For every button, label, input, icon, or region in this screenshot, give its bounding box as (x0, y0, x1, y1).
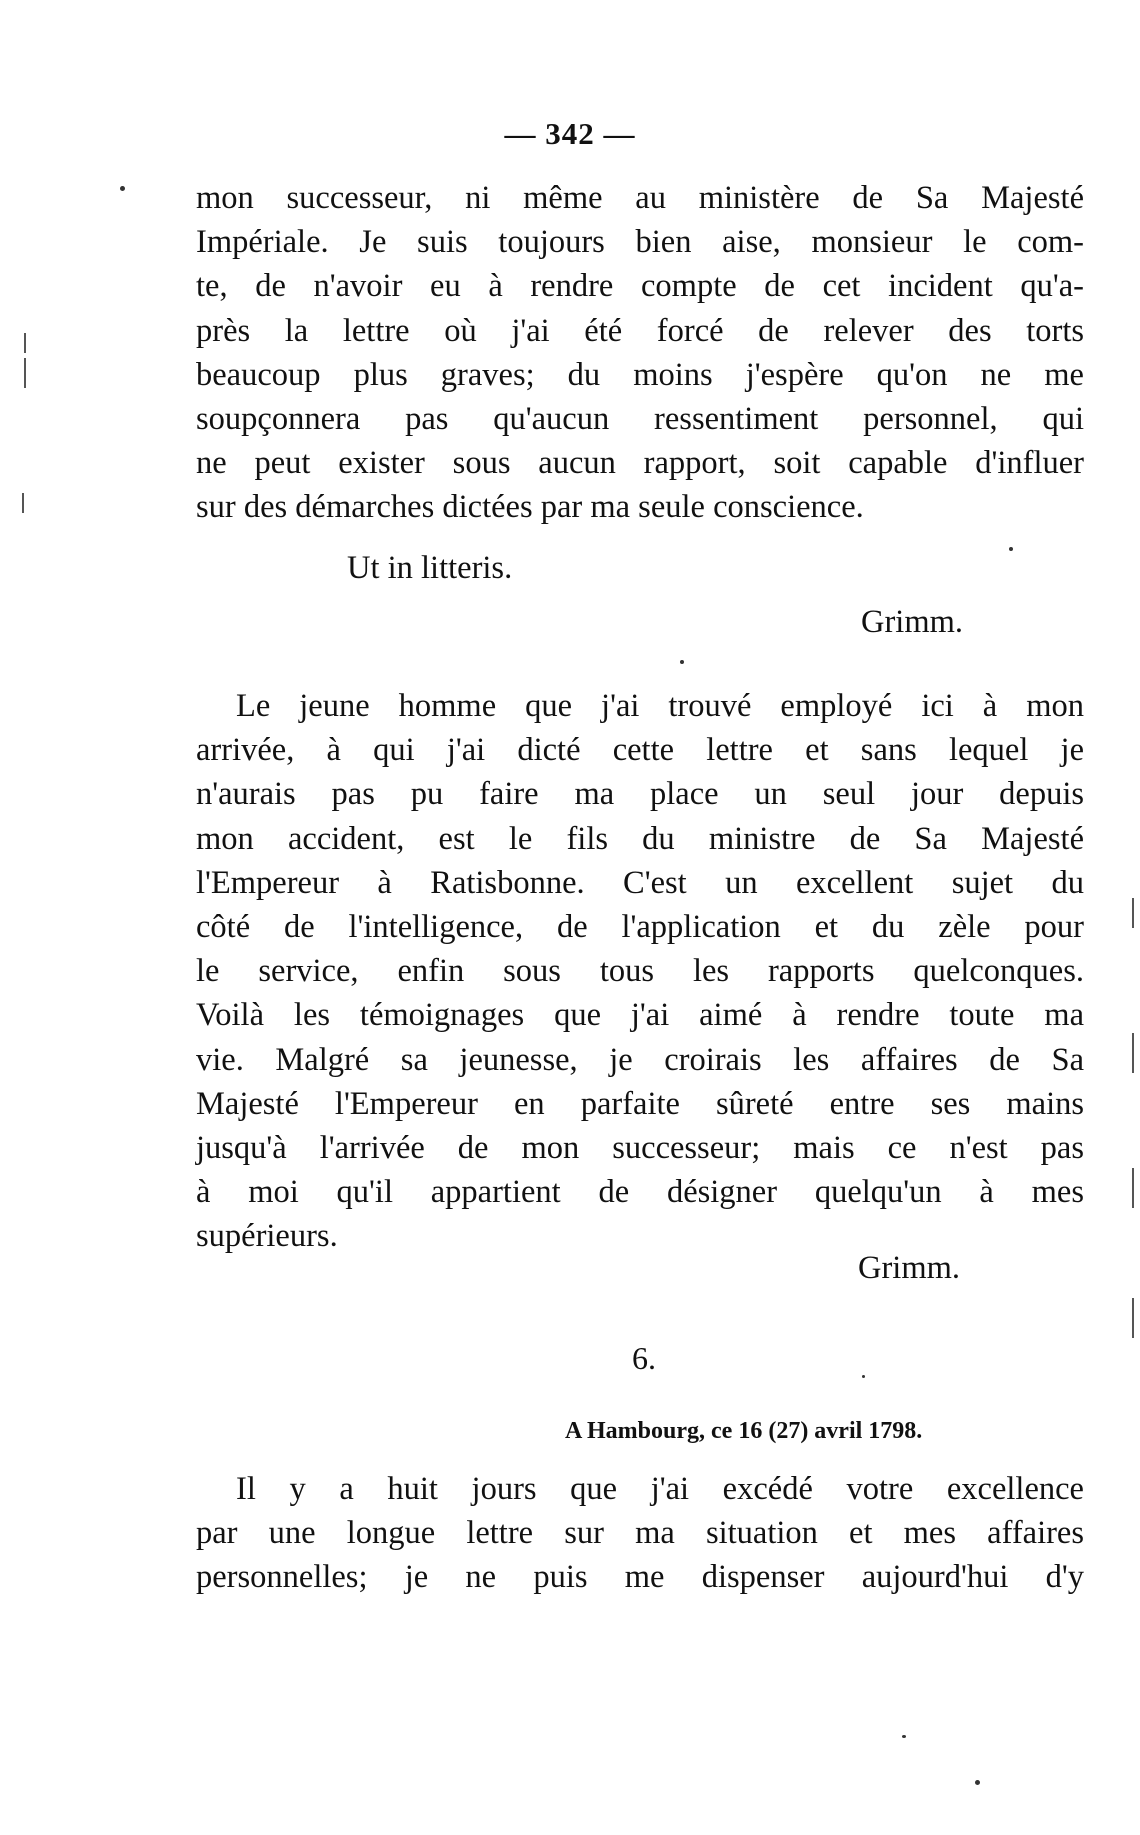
text-line: côté de l'intelligence, de l'application et du zèle pour (196, 909, 1084, 946)
text-line: beaucoup plus graves; du moins j'espère qu'on ne me (196, 356, 1084, 393)
latin-note: Ut in litteris. (347, 550, 513, 586)
text-line: l'Empereur à Ratisbonne. C'est un excellent sujet du (196, 864, 1084, 901)
margin-mark (1132, 898, 1134, 928)
paragraph-2 (196, 684, 1084, 1259)
margin-mark (22, 493, 24, 513)
margin-mark (1132, 1298, 1134, 1338)
text-line: supérieurs. (196, 1218, 338, 1255)
text-line: personnelles; je ne puis me dispenser aujourd'hui d'y (196, 1559, 1084, 1596)
text-line: par une longue lettre sur ma situation et mes affaires (196, 1515, 1084, 1552)
signature: Grimm. (858, 1250, 961, 1286)
text-line: jusqu'à l'arrivée de mon successeur; mais ce n'est pas (196, 1130, 1084, 1167)
text-line: n'aurais pas pu faire ma place un seul jour depuis (196, 776, 1084, 813)
text-line: arrivée, à qui j'ai dicté cette lettre et sans lequel je (196, 732, 1084, 769)
paragraph-3 (196, 1467, 1084, 1600)
margin-mark (24, 333, 26, 353)
text-line: le service, enfin sous tous les rapports quelconques. (196, 953, 1084, 990)
scan-speck (120, 186, 125, 191)
page-number: — 342 — (504, 116, 636, 151)
scan-speck (862, 1375, 865, 1378)
scan-speck (975, 1780, 980, 1785)
text-line: ne peut exister sous aucun rapport, soit capable d'influer (196, 445, 1084, 482)
text-line: sur des démarches dictées par ma seule conscience. (196, 489, 864, 526)
text-line: Majesté l'Empereur en parfaite sûreté entre ses mains (196, 1085, 1084, 1122)
text-line: à moi qu'il appartient de désigner quelqu'un à mes (196, 1174, 1084, 1211)
dateline: A Hambourg, ce 16 (27) avril 1798. (565, 1418, 923, 1444)
text-line: Impériale. Je suis toujours bien aise, monsieur le com- (196, 224, 1084, 261)
scan-speck (1009, 547, 1013, 551)
text-line: mon accident, est le fils du ministre de Sa Majesté (196, 820, 1084, 857)
text-line: vie. Malgré sa jeunesse, je croirais les affaires de Sa (196, 1041, 1084, 1078)
text-line: près la lettre où j'ai été forcé de relever des torts (196, 312, 1084, 349)
paragraph-1 (196, 176, 1084, 530)
scan-speck (902, 1735, 906, 1738)
text-line: Voilà les témoignages que j'ai aimé à rendre toute ma (196, 997, 1084, 1034)
margin-mark (1132, 1168, 1134, 1208)
section-number: 6. (632, 1340, 656, 1376)
margin-mark (24, 358, 26, 388)
text-line: Il y a huit jours que j'ai excédé votre excellence (236, 1471, 1084, 1507)
text-line: mon successeur, ni même au ministère de Sa Majesté (196, 180, 1084, 216)
signature: Grimm. (861, 604, 964, 640)
text-line: soupçonnera pas qu'aucun ressentiment personnel, qui (196, 401, 1084, 438)
text-line: te, de n'avoir eu à rendre compte de cet incident qu'a- (196, 268, 1084, 305)
margin-mark (1132, 1033, 1134, 1073)
scan-speck (680, 660, 684, 664)
text-line: Le jeune homme que j'ai trouvé employé ici à mon (236, 688, 1084, 724)
